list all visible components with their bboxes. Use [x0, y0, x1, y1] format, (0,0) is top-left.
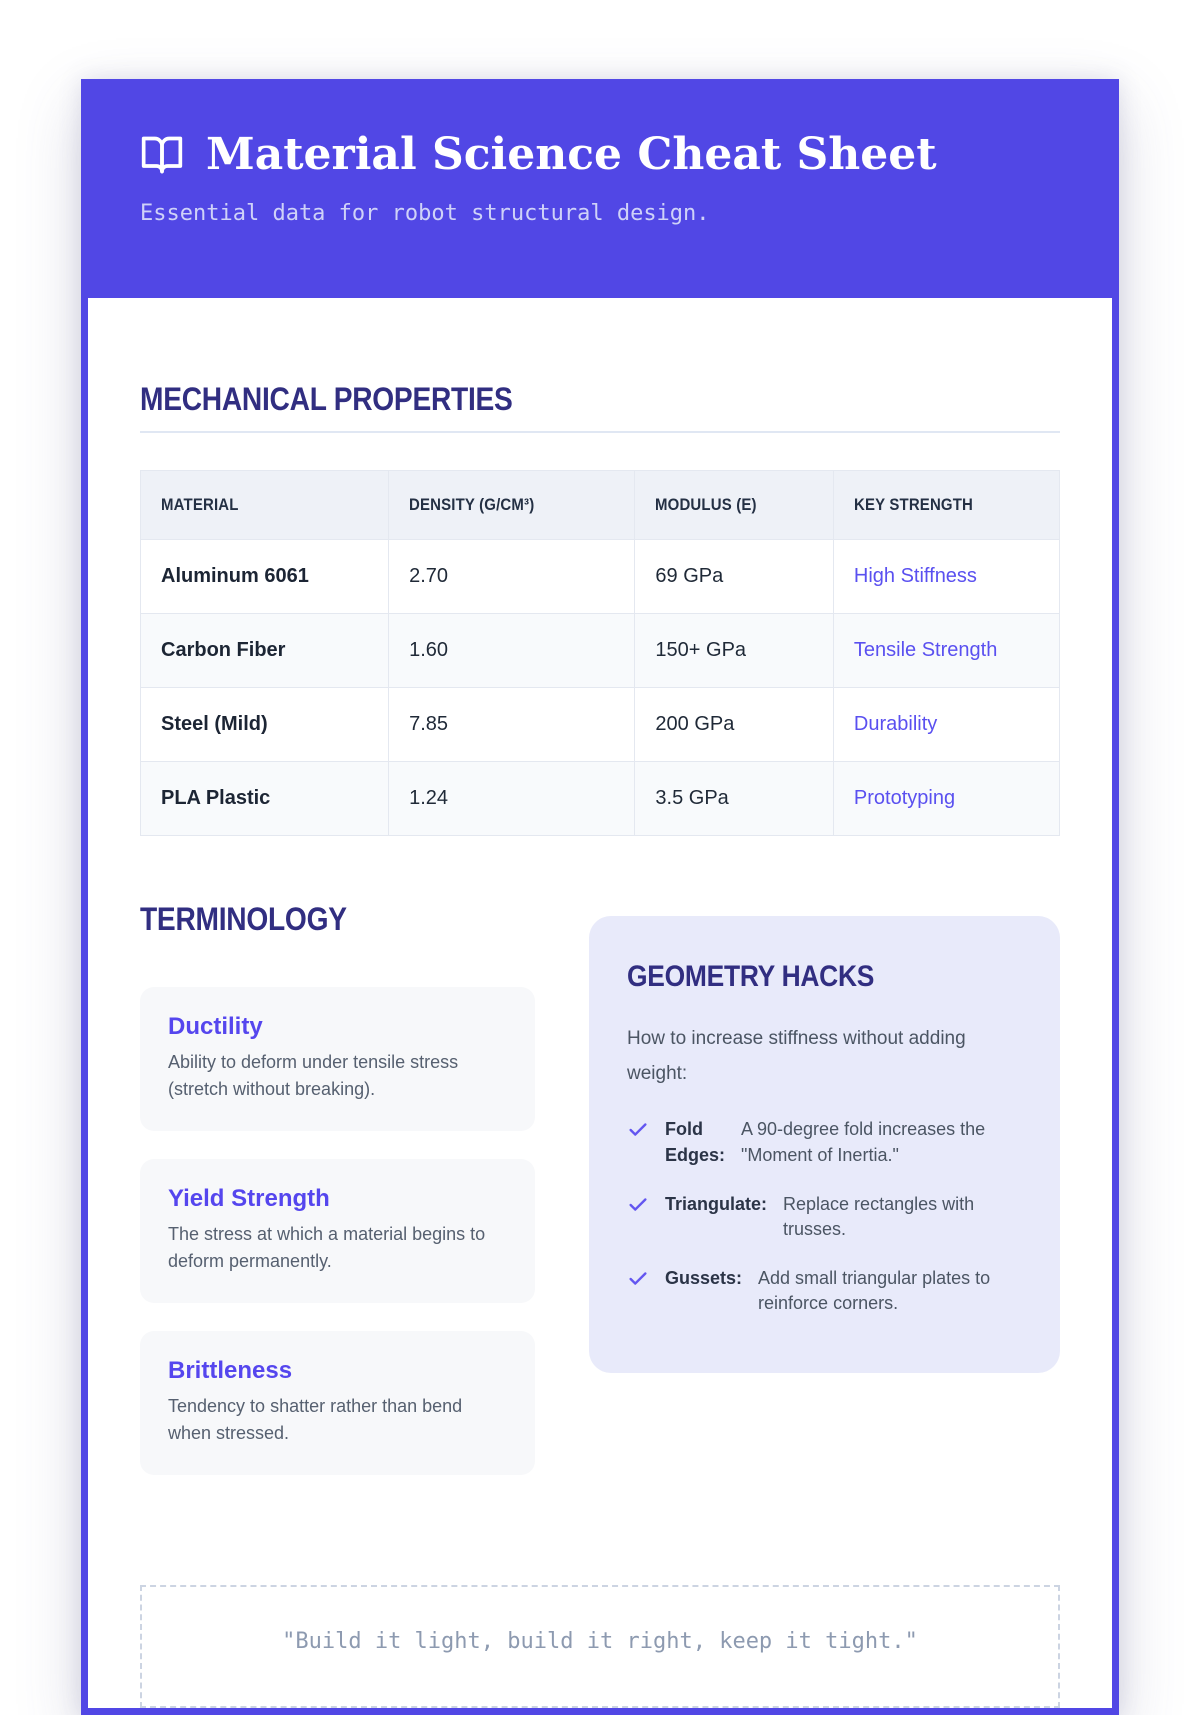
key-strength-value: High Stiffness: [833, 540, 1059, 614]
cheat-sheet-card: [81, 79, 1119, 1715]
check-icon: [627, 1119, 649, 1141]
key-strength-value: Durability: [833, 688, 1059, 762]
term-name: Ductility: [168, 1013, 263, 1041]
section-terminology: [140, 902, 535, 1503]
geometry-hacks-title: GEOMETRY HACKS: [627, 960, 875, 994]
section-mechanical-properties: [140, 382, 1060, 836]
hack-term: Gussets:: [665, 1267, 743, 1288]
term-name: Brittleness: [168, 1357, 293, 1385]
hack-description: Replace rectangles with trusses.: [783, 1193, 975, 1240]
column-header-modulus: MODULUS (E): [635, 471, 834, 540]
quote-box: [140, 1585, 1060, 1708]
term-card-ductility: [140, 987, 535, 1131]
hack-description: A 90-degree fold increases the "Moment of Inertia.": [741, 1119, 986, 1166]
density-value: 2.70: [389, 540, 635, 614]
hack-item-fold-edges: [627, 1117, 1022, 1168]
column-header-strength: KEY STRENGTH: [833, 471, 1059, 540]
sheet-body: [88, 382, 1112, 1708]
term-definition: Tendency to shatter rather than bend when stressed.: [168, 1396, 463, 1444]
section-heading-mechanical: [140, 382, 1060, 433]
header: [88, 86, 1112, 298]
table-row: [141, 762, 1060, 836]
material-name: Carbon Fiber: [141, 614, 389, 688]
density-value: 7.85: [389, 688, 635, 762]
column-header-material: MATERIAL: [141, 471, 389, 540]
geometry-hacks-card: [589, 916, 1060, 1373]
check-icon: [627, 1194, 649, 1216]
material-name: Aluminum 6061: [141, 540, 389, 614]
table-row: [141, 688, 1060, 762]
modulus-value: 69 GPa: [635, 540, 834, 614]
hack-item-gussets: [627, 1266, 1022, 1317]
column-header-density: DENSITY (G/CM³): [389, 471, 635, 540]
properties-table: [140, 470, 1060, 836]
term-definition: Ability to deform under tensile stress (stretch without breaking).: [168, 1052, 459, 1100]
check-icon: [627, 1268, 649, 1290]
key-strength-value: Prototyping: [833, 762, 1059, 836]
hack-term: Triangulate:: [665, 1193, 768, 1214]
term-card-yield-strength: [140, 1159, 535, 1303]
hack-item-triangulate: [627, 1192, 1022, 1243]
term-name: Yield Strength: [168, 1185, 330, 1213]
table-header-row: [141, 471, 1060, 540]
material-name: PLA Plastic: [141, 762, 389, 836]
hack-term: Fold Edges:: [665, 1119, 726, 1166]
modulus-value: 150+ GPa: [635, 614, 834, 688]
mechanical-properties-title: MECHANICAL PROPERTIES: [140, 381, 513, 417]
page-title: Material Science Cheat Sheet: [206, 129, 937, 180]
modulus-value: 3.5 GPa: [635, 762, 834, 836]
key-strength-value: Tensile Strength: [833, 614, 1059, 688]
hack-description: Add small triangular plates to reinforce corners.: [758, 1267, 991, 1314]
table-row: [141, 614, 1060, 688]
density-value: 1.24: [389, 762, 635, 836]
lower-columns: [140, 902, 1060, 1503]
page-subtitle: Essential data for robot structural design.: [140, 200, 710, 226]
quote-text: "Build it light, build it right, keep it tight.": [282, 1629, 918, 1655]
term-card-brittleness: [140, 1331, 535, 1475]
density-value: 1.60: [389, 614, 635, 688]
material-name: Steel (Mild): [141, 688, 389, 762]
term-definition: The stress at which a material begins to deform permanently.: [168, 1224, 486, 1272]
book-open-icon: [140, 133, 184, 177]
geometry-intro: How to increase stiffness without adding weight:: [627, 1028, 966, 1085]
modulus-value: 200 GPa: [635, 688, 834, 762]
table-row: [141, 540, 1060, 614]
terminology-title: TERMINOLOGY: [140, 901, 347, 938]
page-title-row: [140, 130, 1060, 181]
